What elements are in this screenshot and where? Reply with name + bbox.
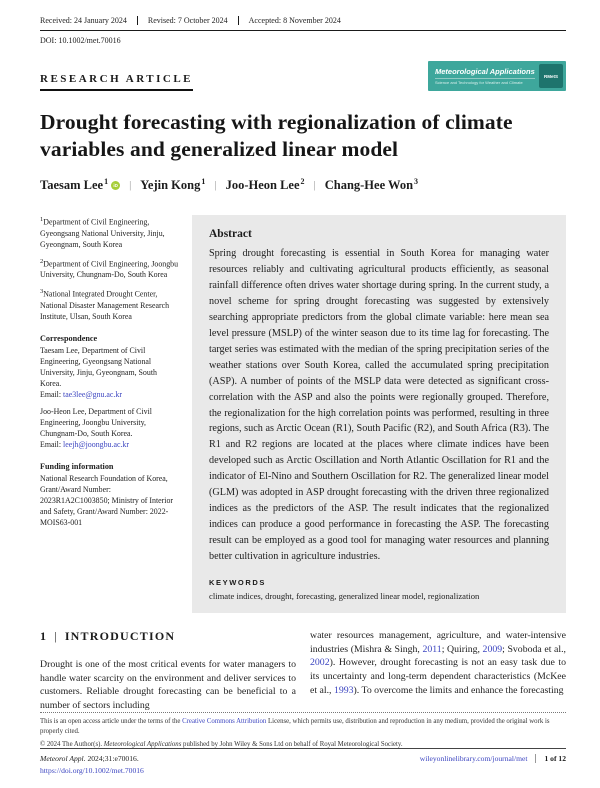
doi-link[interactable]: https://doi.org/10.1002/met.70016 bbox=[40, 766, 144, 775]
author-affiliation-sup: 3 bbox=[414, 177, 419, 187]
inline-link[interactable]: 2002 bbox=[310, 657, 330, 669]
journal-badge[interactable] bbox=[428, 61, 566, 91]
journal-name: Meteorological Applications bbox=[435, 67, 535, 76]
author-name: Taesam Lee$^1$ bbox=[40, 177, 109, 193]
funding-heading: Funding information bbox=[40, 462, 114, 472]
inline-link[interactable]: 1993 bbox=[333, 685, 354, 697]
abstract-text: Spring drought forecasting is essential in South Korea for managing water resources reliably and cultivating agricultural products efficiently, as seasonal rainfall difference often drives water shortage during spring. In the current study, a novel scheme for spring drought forecasting was suggested by extensively searching appropriate predictors from the global climate variable: here mean sea level pressure (MSLP) of the winter season due to its time lag for forecasting. The target series was estimated with the median of the spring precipitation series of the weather stations over South Korea, called the accumulated spring precipitation (ASP). A number of points of the MSLP data were detected as significant cross-correlation with the ASP and also the points were regionally grouped. Therefore, the regionalization for the high correlation points was performed, resulting in three regions, such as Arctic Ocean (R1), South Pacific (R2), and South Africa (R3). The R1 and R2 regions are located at the places where climate indices have been developed such as Arctic Oscillation and North Atlantic Oscillation for R1 and the indicator of El-Nino and Southern Oscillation for R2. The generalized linear model (GLM) was adopted in ASP drought forecasting with the driven three regionalized indices as the predictors of the ASP. The result indicates that the regionalized indices can produce a good performance in forecasting the ASP. The forecasting result can be employed as a good tool for managing water resources and planning better cultivation in agriculture industries. bbox=[209, 248, 549, 562]
author-affiliation-sup: 2 bbox=[300, 177, 305, 187]
accepted-date: Accepted: 8 November 2024 bbox=[238, 16, 351, 25]
open-access-statement: This is an open access article under the terms of the Creative Commons Attribution License, which permits use, distribution and reproduction in any medium, provided the original work is properly cited. bbox=[40, 718, 550, 736]
orcid-icon[interactable]: iD bbox=[111, 181, 120, 190]
journal-tagline: Science and Technology for Weather and Climate bbox=[435, 78, 535, 86]
article-type-row bbox=[40, 61, 566, 91]
email-link[interactable]: tae3lee@gnu.ac.kr bbox=[63, 389, 122, 399]
author-separator: | bbox=[214, 179, 217, 192]
journal-website-link[interactable]: wileyonlinelibrary.com/journal/met bbox=[419, 754, 528, 763]
journal-footer-bar bbox=[40, 748, 566, 775]
copyright-statement: © 2024 The Author(s). Meteorological Applications published by John Wiley & Sons Ltd on behalf of Royal Meteorological Society. bbox=[40, 741, 403, 749]
abstract-panel bbox=[192, 215, 566, 612]
keywords-heading: KEYWORDS bbox=[209, 577, 266, 587]
email-link[interactable]: leejh@joongbu.ac.kr bbox=[63, 440, 130, 450]
correspondence-entry: Taesam Lee, Department of Civil Engineering, Gyeongsang National University, Jinju, Gyeongnam, South Korea. Email: tae3lee@gnu.ac.kr bbox=[40, 345, 157, 399]
correspondence-heading: Correspondence bbox=[40, 333, 98, 343]
author-separator: | bbox=[129, 179, 132, 192]
authors-line bbox=[40, 177, 566, 193]
correspondence-entry: Joo-Heon Lee, Department of Civil Engineering, Joongbu University, Chungnam-Do, South Korea. Email: leejh@joongbu.ac.kr bbox=[40, 407, 152, 450]
author-affiliation-sup: 1 bbox=[104, 177, 109, 187]
intro-paragraph: Drought is one of the most critical events for water managers to handle water scarcity on the environment and deliver services to customers. Reliable drought forecasting can be beneficial to a number of sectors including bbox=[40, 658, 296, 712]
dates-row bbox=[40, 16, 566, 31]
page-title: Drought forecasting with regionalization of climate variables and generalized linear model bbox=[40, 110, 513, 161]
author-name: Chang-Hee Won$^3$ bbox=[324, 177, 419, 193]
intro-left-column bbox=[40, 629, 303, 714]
inline-link[interactable]: 2011 bbox=[422, 643, 442, 655]
rmets-logo-icon: RMetS bbox=[539, 64, 563, 88]
inline-link[interactable]: 2009 bbox=[482, 643, 503, 655]
license-footnote bbox=[40, 712, 566, 751]
article-type-label: RESEARCH ARTICLE bbox=[40, 73, 193, 91]
affiliation: $^2$Department of Civil Engineering, Joongbu University, Chungnam-Do, South Korea bbox=[40, 257, 179, 280]
main-columns bbox=[40, 215, 566, 612]
abstract-heading: Abstract bbox=[209, 228, 252, 241]
journal-badge-text bbox=[435, 67, 535, 85]
author-name: Joo-Heon Lee$^2$ bbox=[225, 177, 305, 193]
author-affiliation-sup: 1 bbox=[201, 177, 206, 187]
page-number: 1 of 12 bbox=[535, 754, 566, 763]
intro-paragraph: water resources management, agriculture, and water-intensive industries (Mishra & Singh, 2011; Quiring, 2009; Svoboda et al., 2002). However, drought forecasting is not an easy task due to its uncertainty and long-term dependent characteristics (McKee et al., 1993). To overcome the limits and enhance the forecasting bbox=[310, 629, 566, 697]
author-name: Yejin Kong$^1$ bbox=[140, 177, 206, 193]
journal-citation: Meteorol Appl. 2024;31:e70016. bbox=[40, 754, 139, 763]
footer-right bbox=[420, 754, 566, 775]
doi-line: DOI: 10.1002/met.70016 bbox=[40, 36, 121, 45]
received-date: Received: 24 January 2024 bbox=[40, 16, 127, 25]
section-heading: 1 | INTRODUCTION bbox=[40, 628, 176, 643]
inline-link[interactable]: Creative Commons Attribution bbox=[182, 718, 267, 725]
revised-date: Revised: 7 October 2024 bbox=[137, 16, 238, 25]
affiliation: $^1$Department of Civil Engineering, Gyeongsang National University, Jinju, Gyeongnam, South Korea bbox=[40, 216, 165, 249]
sidebar-metadata-column bbox=[40, 215, 192, 612]
citation-block bbox=[40, 754, 144, 775]
author-separator: | bbox=[313, 179, 316, 192]
keywords-list: climate indices, drought, forecasting, generalized linear model, regionalization bbox=[209, 590, 480, 601]
intro-right-column bbox=[303, 629, 566, 714]
introduction-section bbox=[40, 629, 566, 714]
funding-text: National Research Foundation of Korea, Grant/Award Number: 2023R1A2C1003850; Ministry of Interior and Safety, Grant/Award Number: 2022-MOIS63-001 bbox=[40, 474, 174, 527]
affiliation: $^3$National Integrated Drought Center, National Disaster Management Research Institute, Ulsan, South Korea bbox=[40, 288, 170, 321]
